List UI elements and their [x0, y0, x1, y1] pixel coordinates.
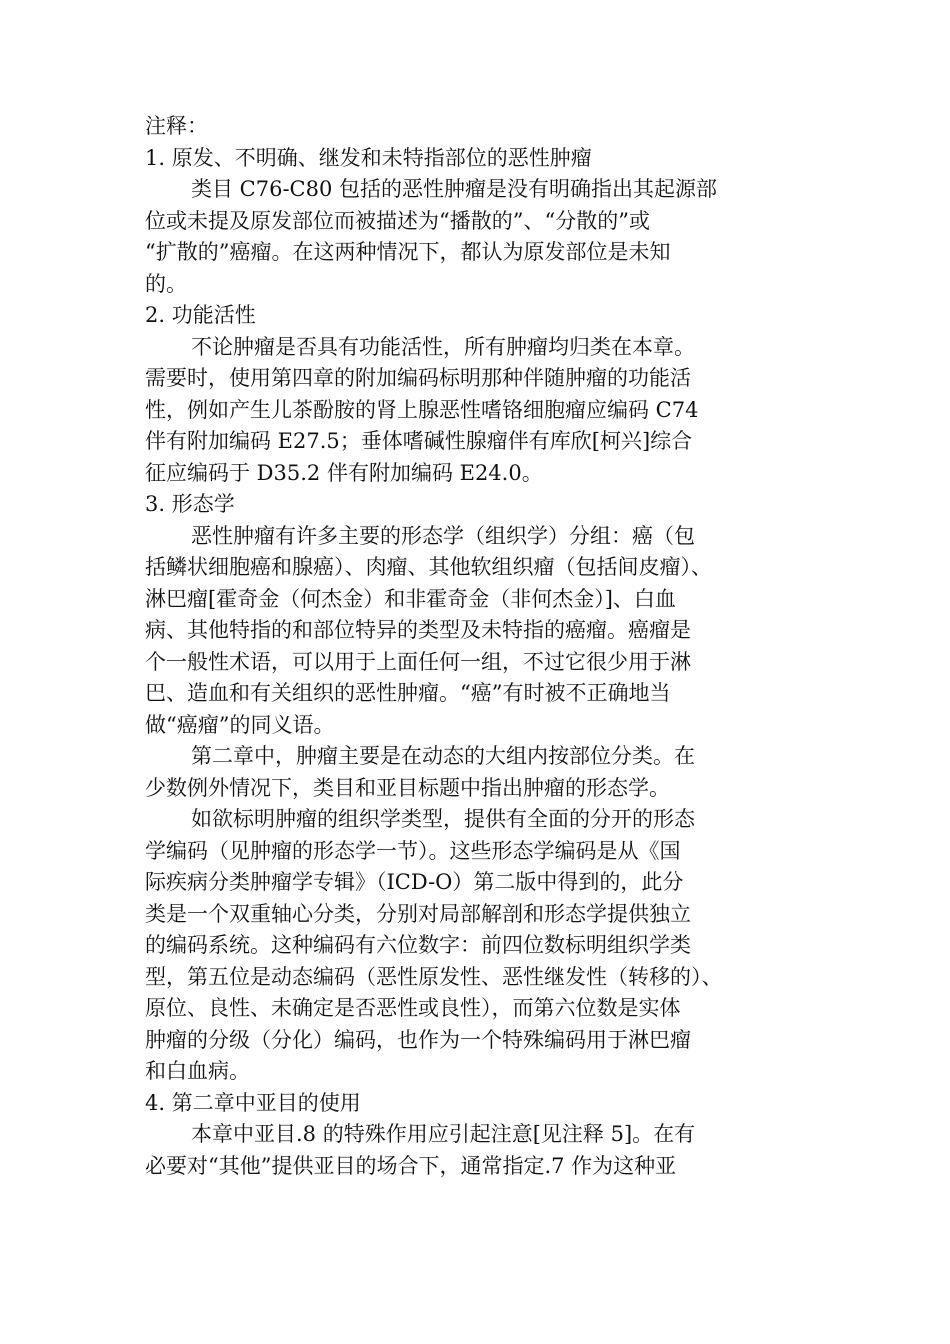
section-2-title: 2. 功能活性 [145, 303, 256, 327]
paragraph-line: 本章中亚目.8 的特殊作用应引起注意[见注释 5]。在有 [191, 1122, 696, 1146]
paragraph-line: 学编码（见肿瘤的形态学一节）。这些形态学编码是从《国 [145, 838, 681, 863]
section-4-title: 4. 第二章中亚目的使用 [145, 1090, 361, 1115]
paragraph-line: 的。 [145, 271, 187, 296]
paragraph-line: 不论肿瘤是否具有功能活性，所有肿瘤均归类在本章。 [191, 334, 695, 359]
paragraph-line: 个一般性术语，可以用于上面任何一组，不过它很少用于淋 [145, 649, 691, 674]
paragraph-line: 位或未提及原发部位而被描述为“播散的”、“分散的”或 [145, 208, 650, 233]
paragraph-line: 类目 C76-C80 包括的恶性肿瘤是没有明确指出其起源部 [191, 177, 718, 201]
paragraph-line: 型，第五位是动态编码（恶性原发性、恶性继发性（转移的）、 [145, 964, 723, 989]
section-2-paragraph-1 [145, 332, 810, 490]
paragraph-line: 需要时，使用第四章的附加编码标明那种伴随肿瘤的功能活 [145, 366, 691, 390]
paragraph-line: 伴有附加编码 E27.5；垂体嗜碱性腺瘤伴有库欣[柯兴]综合 [145, 429, 693, 453]
section-3-paragraph-2 [145, 741, 810, 804]
paragraph-line: 如欲标明肿瘤的组织学类型，提供有全面的分开的形态 [191, 807, 695, 831]
section-4-paragraph-1 [145, 1119, 810, 1182]
paragraph-line: 第二章中，肿瘤主要是在动态的大组内按部位分类。在 [191, 744, 695, 768]
section-3-paragraph-3 [145, 804, 810, 1088]
paragraph-line: 必要对“其他”提供亚目的场合下，通常指定.7 作为这种亚 [145, 1153, 677, 1178]
section-1-title: 1. 原发、不明确、继发和未特指部位的恶性肿瘤 [145, 145, 592, 170]
paragraph-line: 巴、造血和有关组织的恶性肿瘤。“癌”有时被不正确地当 [145, 681, 671, 705]
paragraph-line: 少数例外情况下，类目和亚目标题中指出肿瘤的形态学。 [145, 775, 670, 800]
paragraph-line: 原位、良性、未确定是否恶性或良性），而第六位数是实体 [145, 996, 681, 1020]
paragraph-line: 际疾病分类肿瘤学专辑》（ICD-O）第二版中得到的，此分 [145, 870, 684, 894]
section-1-paragraph-1 [145, 174, 810, 300]
paragraph-line: 恶性肿瘤有许多主要的形态学（组织学）分组：癌（包 [191, 523, 695, 548]
paragraph-line: 括鳞状细胞癌和腺癌）、肉瘤、其他软组织瘤（包括间皮瘤）、 [145, 555, 712, 579]
paragraph-line: 征应编码于 D35.2 伴有附加编码 E24.0。 [145, 460, 543, 485]
paragraph-line: 淋巴瘤[霍奇金（何杰金）和非霍奇金（非何杰金）]、白血 [145, 586, 676, 611]
paragraph-line: “扩散的”癌瘤。在这两种情况下，都认为原发部位是未知 [145, 240, 671, 264]
paragraph-line: 的编码系统。这种编码有六位数字：前四位数标明组织学类 [145, 933, 691, 957]
section-3-paragraph-1 [145, 521, 810, 742]
paragraph-line: 肿瘤的分级（分化）编码，也作为一个特殊编码用于淋巴瘤 [145, 1027, 691, 1052]
paragraph-line: 和白血病。 [145, 1059, 250, 1083]
notes-heading: 注释： [145, 114, 208, 138]
paragraph-line: 类是一个双重轴心分类，分别对局部解剖和形态学提供独立 [145, 901, 691, 926]
paragraph-line: 性，例如产生儿茶酚胺的肾上腺恶性嗜铬细胞瘤应编码 C74 [145, 397, 699, 422]
paragraph-line: 做“癌瘤”的同义语。 [145, 712, 335, 737]
section-3-title: 3. 形态学 [145, 492, 235, 516]
document-page [145, 111, 810, 1182]
paragraph-line: 病、其他特指的和部位特异的类型及未特指的癌瘤。癌瘤是 [145, 618, 691, 642]
